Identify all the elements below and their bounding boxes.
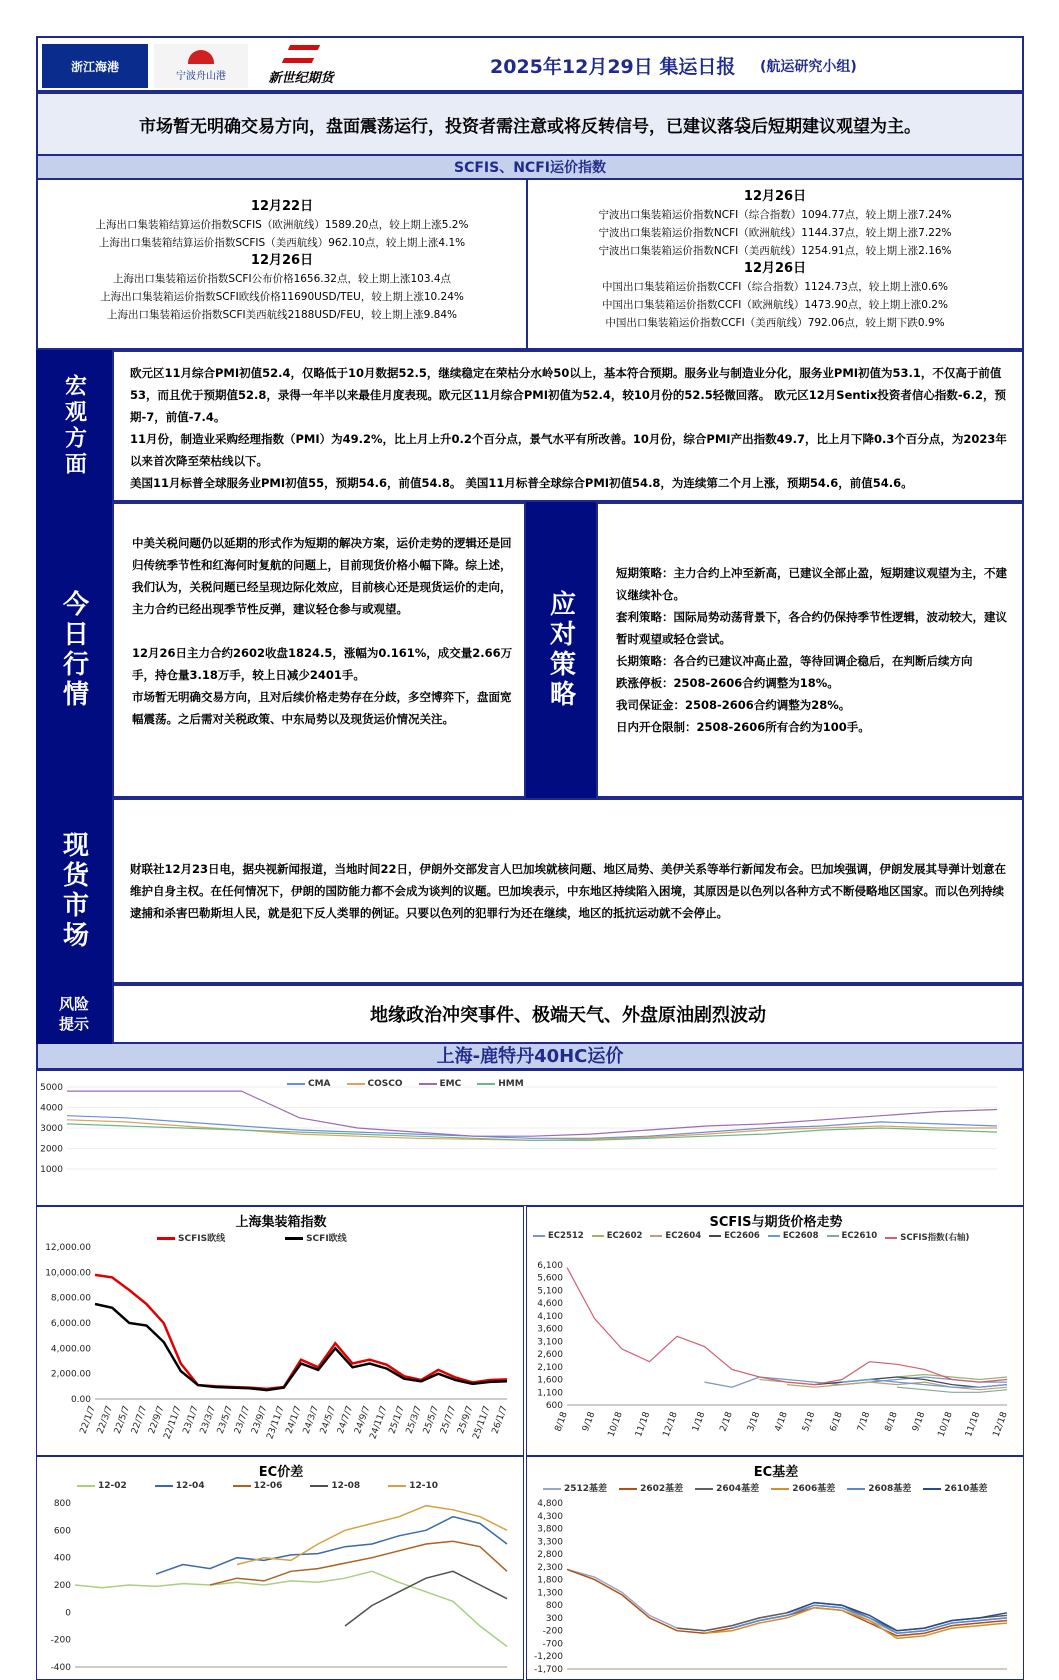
legend-item: 2606基差: [771, 1481, 835, 1494]
index-right-date2: 12月26日: [743, 261, 807, 276]
x-tick-label: 9/18: [911, 1410, 928, 1434]
x-tick-label: 1/18: [691, 1410, 708, 1434]
legend-item: EC2606: [709, 1231, 760, 1243]
series-line: [75, 1571, 507, 1646]
strategy-line: 套利策略：国际局势动荡背景下，各合约仍保持季节性逻辑，波动较大，建议暂时观望或轻仓尝试。: [616, 610, 1007, 646]
legend-item: EMC: [419, 1079, 462, 1089]
index-left-line: 上海出口集装箱运价指数SCFI欧线价格11690USD/TEU，较上期上涨10.24%: [100, 291, 464, 303]
x-tick-label: 5/18: [801, 1410, 818, 1434]
strategy-line: 我司保证金：2508-2606合约调整为28%。: [616, 698, 851, 712]
ec-spread-chart-svg: [37, 1457, 523, 1679]
ningbo-sun-icon: [188, 50, 214, 64]
x-tick-label: 23/9/7: [250, 1404, 270, 1436]
y-tick-label: 2,300: [537, 1562, 563, 1573]
ec-spread-chart-title: EC价差: [258, 1465, 304, 1480]
strategy-line: 长期策略：各合约已建议冲高止盈，等待回调企稳后，在判断后续方向: [616, 654, 973, 668]
y-tick-label: 10,000.00: [45, 1268, 91, 1279]
y-tick-label: 2000: [40, 1144, 63, 1155]
scfis-futures-chart-title: SCFIS与期货价格走势: [709, 1215, 843, 1230]
y-tick-label: 5,600: [537, 1273, 563, 1284]
series-line: [677, 1603, 1007, 1631]
series-line: [95, 1275, 507, 1389]
route-chart: [36, 1070, 1024, 1206]
scfis-futures-chart-svg: [527, 1207, 1023, 1455]
index-left-line: 上海出口集装箱运价指数SCFI公布价格1656.32点，较上期上涨103.4点: [112, 273, 452, 285]
y-tick-label: 2,000.00: [50, 1369, 91, 1380]
y-tick-label: 8,000.00: [50, 1293, 91, 1304]
x-tick-label: 6/18: [828, 1410, 845, 1434]
y-tick-label: -1,200: [533, 1652, 563, 1663]
index-left-line: 上海出口集装箱结算运价指数SCFIS（美西航线）962.10点，较上期上涨4.1%: [98, 237, 466, 249]
x-tick-label: 25/3/7: [404, 1404, 424, 1436]
x-tick-label: 25/5/7: [421, 1404, 442, 1436]
x-tick-label: 23/7/7: [233, 1404, 253, 1436]
x-tick-label: 23/5/7: [215, 1404, 236, 1436]
y-tick-label: -200: [542, 1626, 563, 1637]
y-tick-label: 2,800: [537, 1550, 563, 1561]
summary-box: [36, 92, 1024, 156]
report-title: 2025年12月29日 集运日报: [490, 56, 736, 78]
x-tick-label: 25/9/7: [456, 1404, 476, 1436]
y-tick-label: 1,100: [537, 1388, 563, 1399]
index-left-date2: 12月26日: [250, 253, 314, 268]
logo-ningbo-port: [154, 44, 248, 88]
y-tick-label: 4000: [40, 1103, 63, 1114]
index-right-line: 宁波出口集装箱运价指数NCFI（欧洲航线）1144.37点，较上期上涨7.22%: [598, 227, 952, 239]
x-tick-label: 10/18: [606, 1410, 625, 1439]
series-line: [897, 1387, 1007, 1392]
today-label: 今日行情: [36, 502, 112, 798]
x-tick-label: 23/3/7: [198, 1404, 218, 1436]
legend-item: 12-08: [310, 1481, 360, 1491]
x-tick-label: 12/18: [661, 1410, 680, 1439]
x-tick-label: 22/11/7: [162, 1404, 184, 1441]
index-section-title: SCFIS、NCFI运价指数: [36, 156, 1024, 180]
x-tick-label: 24/7/7: [336, 1404, 356, 1436]
index-right-line: 中国出口集装箱运价指数CCFI（美西航线）792.06点，较上期下跌0.9%: [605, 317, 945, 329]
x-tick-label: 7/18: [856, 1410, 873, 1434]
y-tick-label: 2,600: [537, 1350, 563, 1361]
legend-item: SCFIS指数(右轴): [885, 1231, 969, 1243]
y-tick-label: 300: [545, 1613, 563, 1624]
y-tick-label: 1,300: [537, 1588, 563, 1599]
index-right-date1: 12月26日: [743, 189, 807, 204]
y-tick-label: 600: [53, 1526, 71, 1537]
legend-item: 2602基差: [619, 1481, 683, 1494]
index-left-panel: [36, 180, 528, 350]
y-tick-label: 6,100: [537, 1261, 563, 1271]
macro-label: 宏观方面: [36, 350, 112, 502]
y-tick-label: -400: [50, 1663, 71, 1673]
today-content: [112, 502, 526, 798]
macro-content: [112, 350, 1024, 502]
y-tick-label: 2,100: [537, 1362, 563, 1373]
new-century-text: 新世纪期货: [268, 71, 334, 86]
strategy-line: 短期策略：主力合约上冲至新高，已建议全部止盈，短期建议观望为主，不建议继续补仓。: [616, 566, 1007, 602]
y-tick-label: 5,100: [537, 1286, 563, 1297]
today-paragraph: 12月26日主力合约2602收盘1824.5，涨幅为0.161%，成交量2.66万手，持仓量3.18万手，较上日减少2401手。: [132, 646, 513, 682]
header: [36, 36, 1024, 92]
legend-item: SCFI欧线: [285, 1231, 347, 1244]
x-tick-label: 11/18: [964, 1410, 983, 1439]
risk-text: 地缘政治冲突事件、极端天气、外盘原油剧烈波动: [370, 1005, 766, 1026]
legend-item: EC2608: [768, 1231, 819, 1243]
macro-paragraph: 欧元区11月综合PMI初值52.4，仅略低于10月数据52.5，继续稳定在荣枯分水岭50以上，基本符合预期。服务业与制造业分化，服务业PMI初值为53.1，不仅高于前值53，而且优于预期值52.8，录得一年半以来最佳月度表现。欧元区11月综合PMI初值为52.4，较10月份的52.5轻微回落。 欧元区12月Sentix投资者信心指数-6.2，预期-7，前值-7.4。: [130, 366, 1007, 424]
macro-paragraph: 美国11月标普全球服务业PMI初值55，预期54.6，前值54.8。 美国11月标普全球综合PMI初值54.8，为连续第二个月上涨，预期54.6，前值54.6。: [130, 476, 913, 490]
y-tick-label: 6,000.00: [50, 1319, 91, 1329]
series-line: [67, 1091, 997, 1136]
y-tick-label: 1,600: [537, 1375, 563, 1386]
strategy-line: 跌涨停板：2508-2606合约调整为18%。: [616, 676, 839, 690]
x-tick-label: 2/18: [718, 1410, 735, 1434]
spot-label: 现货市场: [36, 798, 112, 984]
macro-paragraph: 11月份，制造业采购经理指数（PMI）为49.2%，比上月上升0.2个百分点，景气水平有所改善。10月份，综合PMI产出指数49.7，比上月下降0.3个百分点，为2023年以来首次降至荣枯线以下。: [130, 432, 1007, 468]
ec-spread-chart: [36, 1456, 524, 1680]
y-tick-label: 3,100: [537, 1337, 563, 1348]
spot-content: [112, 798, 1024, 984]
ningbo-port-text: 宁波舟山港: [176, 71, 226, 82]
y-tick-label: 3,600: [537, 1324, 563, 1335]
index-right-line: 宁波出口集装箱运价指数NCFI（综合指数）1094.77点，较上期上涨7.24%: [598, 209, 952, 221]
x-tick-label: 10/18: [936, 1410, 955, 1439]
legend-item: 12-10: [388, 1481, 438, 1491]
logo-new-century-futures: [254, 40, 348, 90]
x-tick-label: 23/11/7: [265, 1404, 287, 1441]
legend-item: 2610基差: [923, 1481, 987, 1494]
y-tick-label: -1,700: [533, 1665, 563, 1675]
legend-item: 12-02: [77, 1481, 127, 1491]
y-tick-label: 600: [545, 1401, 563, 1411]
y-tick-label: 200: [53, 1581, 71, 1591]
index-right-panel: [526, 180, 1024, 350]
y-tick-label: 4,300: [537, 1511, 563, 1522]
legend-item: SCFIS欧线: [157, 1231, 225, 1244]
x-tick-label: 24/1/7: [284, 1404, 304, 1436]
summary-text: 市场暂无明确交易方向，盘面震荡运行，投资者需注意或将反转信号，已建议落袋后短期建议观望为主。: [139, 116, 921, 137]
x-tick-label: 8/18: [883, 1410, 900, 1434]
series-line: [842, 1380, 1007, 1388]
y-tick-label: -200: [50, 1635, 71, 1646]
route-chart-svg: [37, 1071, 1023, 1205]
x-tick-label: 22/5/7: [112, 1404, 133, 1436]
series-line: [210, 1541, 507, 1585]
new-century-mark-icon: [282, 45, 320, 63]
legend-item: 2512基差: [543, 1481, 607, 1494]
x-tick-label: 9/18: [581, 1410, 598, 1434]
risk-content: [112, 984, 1024, 1044]
legend-item: EC2512: [533, 1231, 584, 1243]
zhejiang-port-text: 浙江海港: [70, 59, 119, 74]
y-tick-label: 4,600: [537, 1299, 563, 1310]
legend-item: EC2604: [650, 1231, 701, 1243]
legend-item: 2604基差: [695, 1481, 759, 1494]
x-tick-label: 3/18: [746, 1410, 763, 1434]
series-line: [567, 1268, 1007, 1385]
risk-label: 风险提示: [36, 984, 112, 1044]
route-title: 上海-鹿特丹40HC运价: [36, 1044, 1024, 1070]
legend-item: CMA: [287, 1079, 331, 1089]
x-tick-label: 25/7/7: [439, 1404, 459, 1436]
y-tick-label: 3,300: [537, 1537, 563, 1548]
sh-index-chart-svg: [37, 1207, 523, 1455]
y-tick-label: 5000: [40, 1083, 63, 1093]
ec-basis-chart: [526, 1456, 1024, 1680]
sh-index-chart-title: 上海集装箱指数: [235, 1215, 327, 1230]
y-tick-label: 800: [53, 1499, 71, 1509]
y-tick-label: 400: [53, 1553, 71, 1564]
x-tick-label: 22/7/7: [130, 1404, 150, 1436]
strategy-content: [596, 502, 1024, 798]
series-line: [237, 1506, 507, 1565]
x-tick-label: 8/18: [553, 1410, 570, 1434]
today-paragraph: 中美关税问题仍以延期的形式作为短期的解决方案，运价走势的逻辑还是回归传统季节性和红海何时复航的问题上，目前现货价格小幅下降。综上述，我们认为，关税问题已经呈现边际化效应，目前核心还是现货运价的走向，主力合约已经出现季节性反弹，建议轻仓参与或观望。: [132, 536, 512, 616]
index-left-date1: 12月22日: [250, 199, 314, 214]
y-tick-label: 4,800: [537, 1499, 563, 1509]
strategy-line: 日内开仓限制：2508-2606所有合约为100手。: [616, 720, 870, 734]
today-paragraph: 市场暂无明确交易方向，且对后续价格走势存在分歧，多空博弈下，盘面宽幅震荡。之后需对关税政策、中东局势以及现货运价情况关注。: [132, 690, 512, 726]
legend-item: HMM: [477, 1079, 523, 1089]
y-tick-label: 1000: [40, 1165, 63, 1175]
y-tick-label: 3,800: [537, 1524, 563, 1535]
x-tick-label: 22/9/7: [147, 1404, 167, 1436]
legend-item: 12-04: [155, 1481, 205, 1491]
index-right-line: 中国出口集装箱运价指数CCFI（综合指数）1124.73点，较上期上涨0.6%: [602, 281, 948, 293]
x-tick-label: 24/9/7: [353, 1404, 373, 1436]
y-tick-label: 800: [545, 1601, 563, 1612]
x-tick-label: 25/1/7: [387, 1404, 407, 1436]
ec-basis-chart-title: EC基差: [753, 1465, 799, 1480]
y-tick-label: 4,000.00: [50, 1344, 91, 1355]
x-tick-label: 24/3/7: [301, 1404, 321, 1436]
y-tick-label: 3000: [40, 1124, 63, 1134]
strategy-label: 应对策略: [526, 502, 596, 798]
x-tick-label: 22/1/7: [78, 1404, 98, 1436]
x-tick-label: 11/18: [634, 1410, 653, 1439]
legend-item: EC2610: [827, 1231, 878, 1243]
legend-item: 2608基差: [847, 1481, 911, 1494]
y-tick-label: 0.00: [70, 1395, 91, 1405]
x-tick-label: 22/3/7: [95, 1404, 115, 1436]
series-line: [67, 1120, 997, 1141]
y-tick-label: 4,100: [537, 1311, 563, 1322]
logo-zhejiang-port: [42, 44, 148, 88]
x-tick-label: 26/1/7: [490, 1404, 510, 1436]
legend-item: EC2602: [592, 1231, 643, 1243]
x-tick-label: 24/11/7: [368, 1404, 390, 1441]
index-right-line: 宁波出口集装箱运价指数NCFI（美西航线）1254.91点，较上期上涨2.16%: [598, 245, 952, 257]
sh-index-chart: [36, 1206, 524, 1456]
x-tick-label: 4/18: [773, 1410, 790, 1434]
scfis-futures-chart: [526, 1206, 1024, 1456]
legend-item: 12-06: [233, 1481, 283, 1491]
ec-basis-chart-svg: [527, 1457, 1023, 1679]
team-label: (航运研究小组): [760, 59, 857, 75]
series-line: [345, 1571, 507, 1626]
y-tick-label: -700: [542, 1639, 563, 1650]
spot-text: 财联社12月23日电，据央视新闻报道，当地时间22日，伊朗外交部发言人巴加埃就核问题、地区局势、美伊关系等举行新闻发布会。巴加埃强调，伊朗发展其导弹计划意在维护自身主权。在任何情况下，伊朗的国防能力都不会成为谈判的议题。巴加埃表示，中东地区持续陷入困境，其原因是以色列以各种方式不断侵略地区国家。而以色列持续逮捕和杀害巴勒斯坦人民，就是犯下反人类罪的例证。只要以色列的犯罪行为还在继续，地区的抵抗运动就不会停止。: [130, 862, 1007, 920]
x-tick-label: 12/18: [991, 1410, 1010, 1439]
x-tick-label: 23/1/7: [181, 1404, 201, 1436]
y-tick-label: 12,000.00: [45, 1243, 91, 1253]
index-left-line: 上海出口集装箱结算运价指数SCFIS（欧洲航线）1589.20点，较上期上涨5.2%: [95, 219, 469, 231]
x-tick-label: 24/5/7: [318, 1404, 339, 1436]
legend-item: COSCO: [347, 1079, 403, 1089]
index-right-line: 中国出口集装箱运价指数CCFI（欧洲航线）1473.90点，较上期上涨0.2%: [602, 299, 948, 311]
index-left-line: 上海出口集装箱运价指数SCFI美西航线2188USD/FEU，较上期上涨9.84%: [106, 309, 458, 321]
y-tick-label: 0: [65, 1608, 71, 1619]
y-tick-label: 1,800: [537, 1575, 563, 1586]
x-tick-label: 25/11/7: [471, 1404, 493, 1441]
